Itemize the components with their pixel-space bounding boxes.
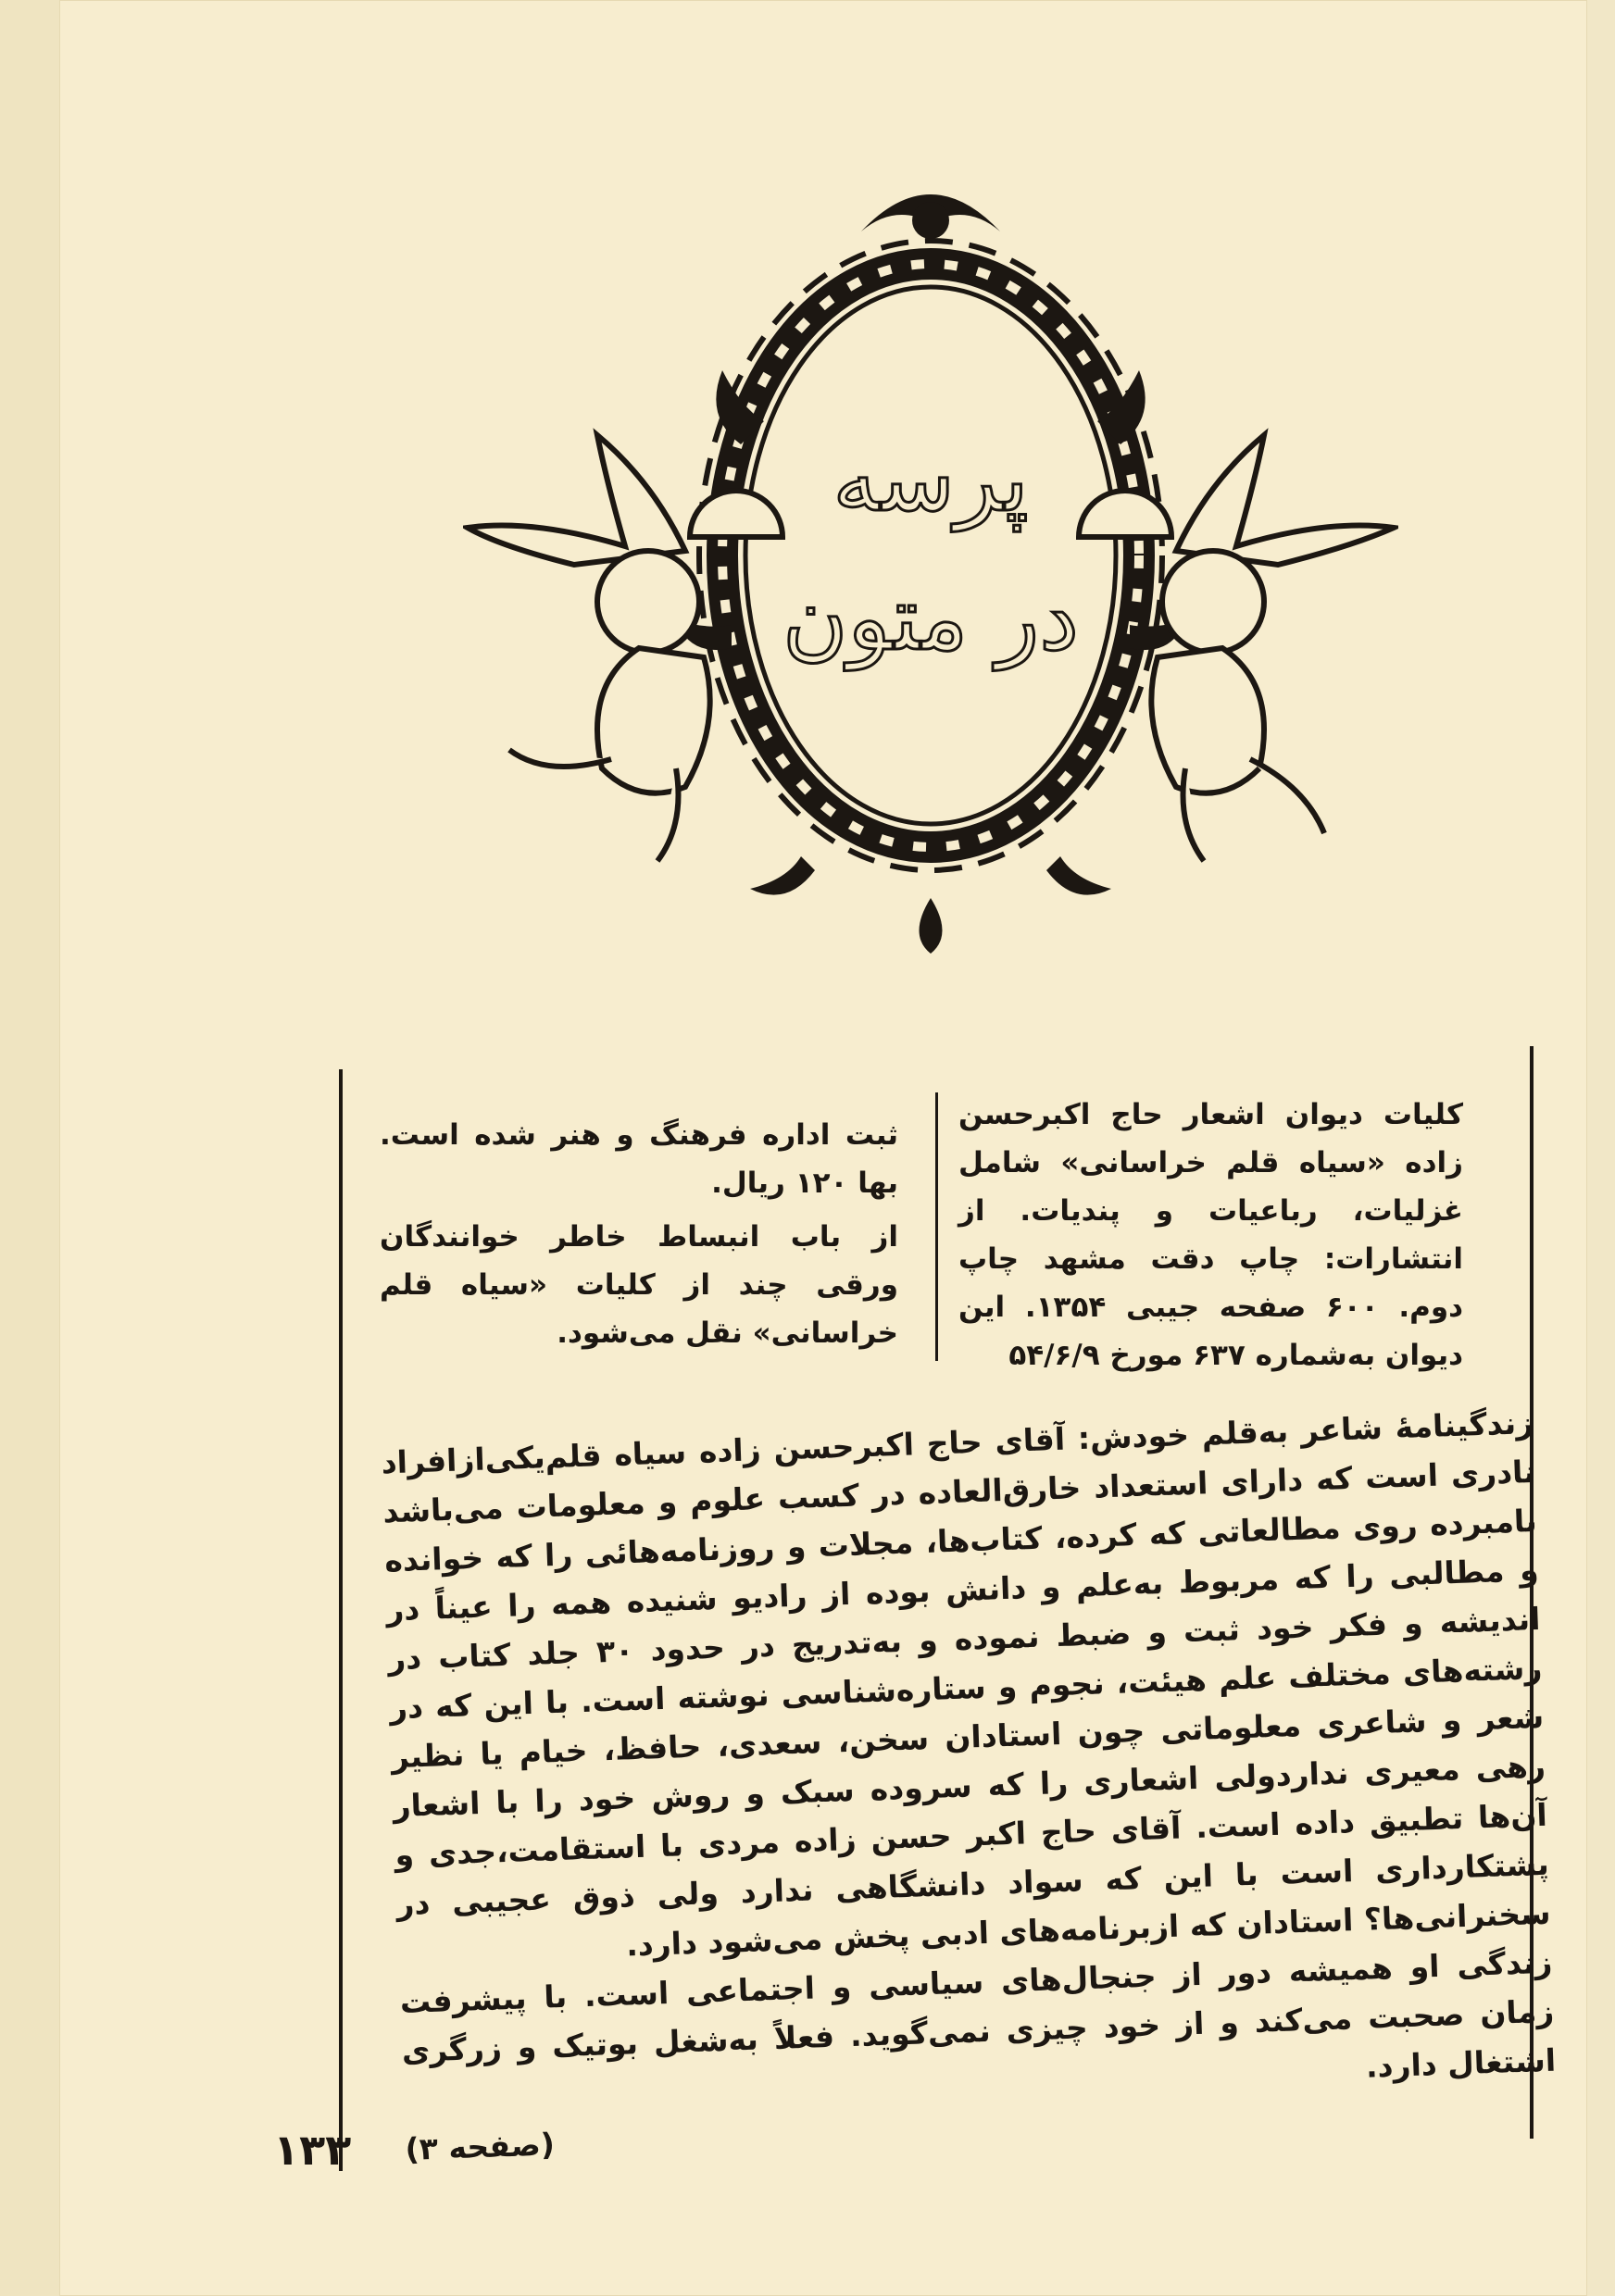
intro-right-text: کلیات دیوان اشعار حاج اکبرحسن زاده «سیاه قلم خراسانی» شامل غزلیات، رباعیات و پندیات. از انتشارات: چاپ دقت مشهد چاپ دوم. ۶۰۰ صفحه جیبی ۱۳۵۴. این دیوان به‌شماره ۶۳۷ مورخ ۵۴/۶/۹ bbox=[958, 1098, 1463, 1372]
page-number: ۱۳۳ bbox=[273, 2125, 352, 2175]
intro-left-text-2: از باب انبساط خاطر خوانندگان ورقی چند از کلیات «سیاه قلم خراسانی» نقل می‌شود. bbox=[380, 1220, 898, 1350]
column-divider bbox=[935, 1092, 938, 1361]
intro-left-text-1: ثبت اداره فرهنگ و هنر شده است. بها ۱۲۰ ریال. bbox=[380, 1118, 898, 1200]
section-title-line-2: در متون bbox=[782, 567, 1080, 670]
intro-right-column bbox=[958, 1091, 1463, 1385]
body-text bbox=[381, 1398, 1559, 2174]
body-paragraph-1: زندگینامهٔ شاعر به‌قلم خودش: آقای حاج اکبرحسن زاده سیاه قلم‌یکی‌ازافراد نادری است که دارای استعداد خارق‌العاده در کسب علوم و معلومات می‌باشد نامبرده روی مطالعاتی که کرده، کتاب‌ها، مجلات و روزنامه‌هائی را که خوانده و مطالبی را که مربوط به‌علم و دانش بوده از رادیو شنیده همه را عیناً در اندیشه و فکر خود ثبت و ضبط نموده و به‌تدریج در حدود ۳۰ جلد کتاب در رشته‌های مختلف علم هیئت، نجوم و ستاره‌شناسی نوشته است. با این که در شعر و شاعری معلوماتی چون استادان سخن، سعدی، حافظ، خیام یا نظیر رهی معیری نداردولی اشعاری را که سروده سبک و روش خود را با اشعار آن‌ها تطبیق داده است. آقای حاج اکبر حسن زاده مردی با استقامت،جدی و پشتکارداری است با این که سواد دانشگاهی ندارد ولی ذوق عجیبی در سخنرانی‌ها؟ استادان که ازبرنامه‌های ادبی پخش می‌شود دارد. bbox=[381, 1404, 1552, 1964]
body-paragraph-2: زندگی او همیشه دور از جنجال‌های سیاسی و اجتماعی است. با پیشرفت زمان صحبت می‌کند و از خود چیزی نمی‌گوید. فعلاً به‌شغل بوتیک و زرگری اشتغال دارد. bbox=[399, 1943, 1557, 2085]
section-title-line-1: پرسه bbox=[833, 428, 1029, 531]
ornamental-frame-emblem bbox=[463, 167, 1398, 954]
intro-left-column bbox=[380, 1111, 898, 1363]
left-vertical-rule bbox=[339, 1069, 343, 2171]
page-reference: (صفحه ۳) bbox=[404, 2126, 556, 2167]
page-left-margin bbox=[0, 0, 61, 2296]
